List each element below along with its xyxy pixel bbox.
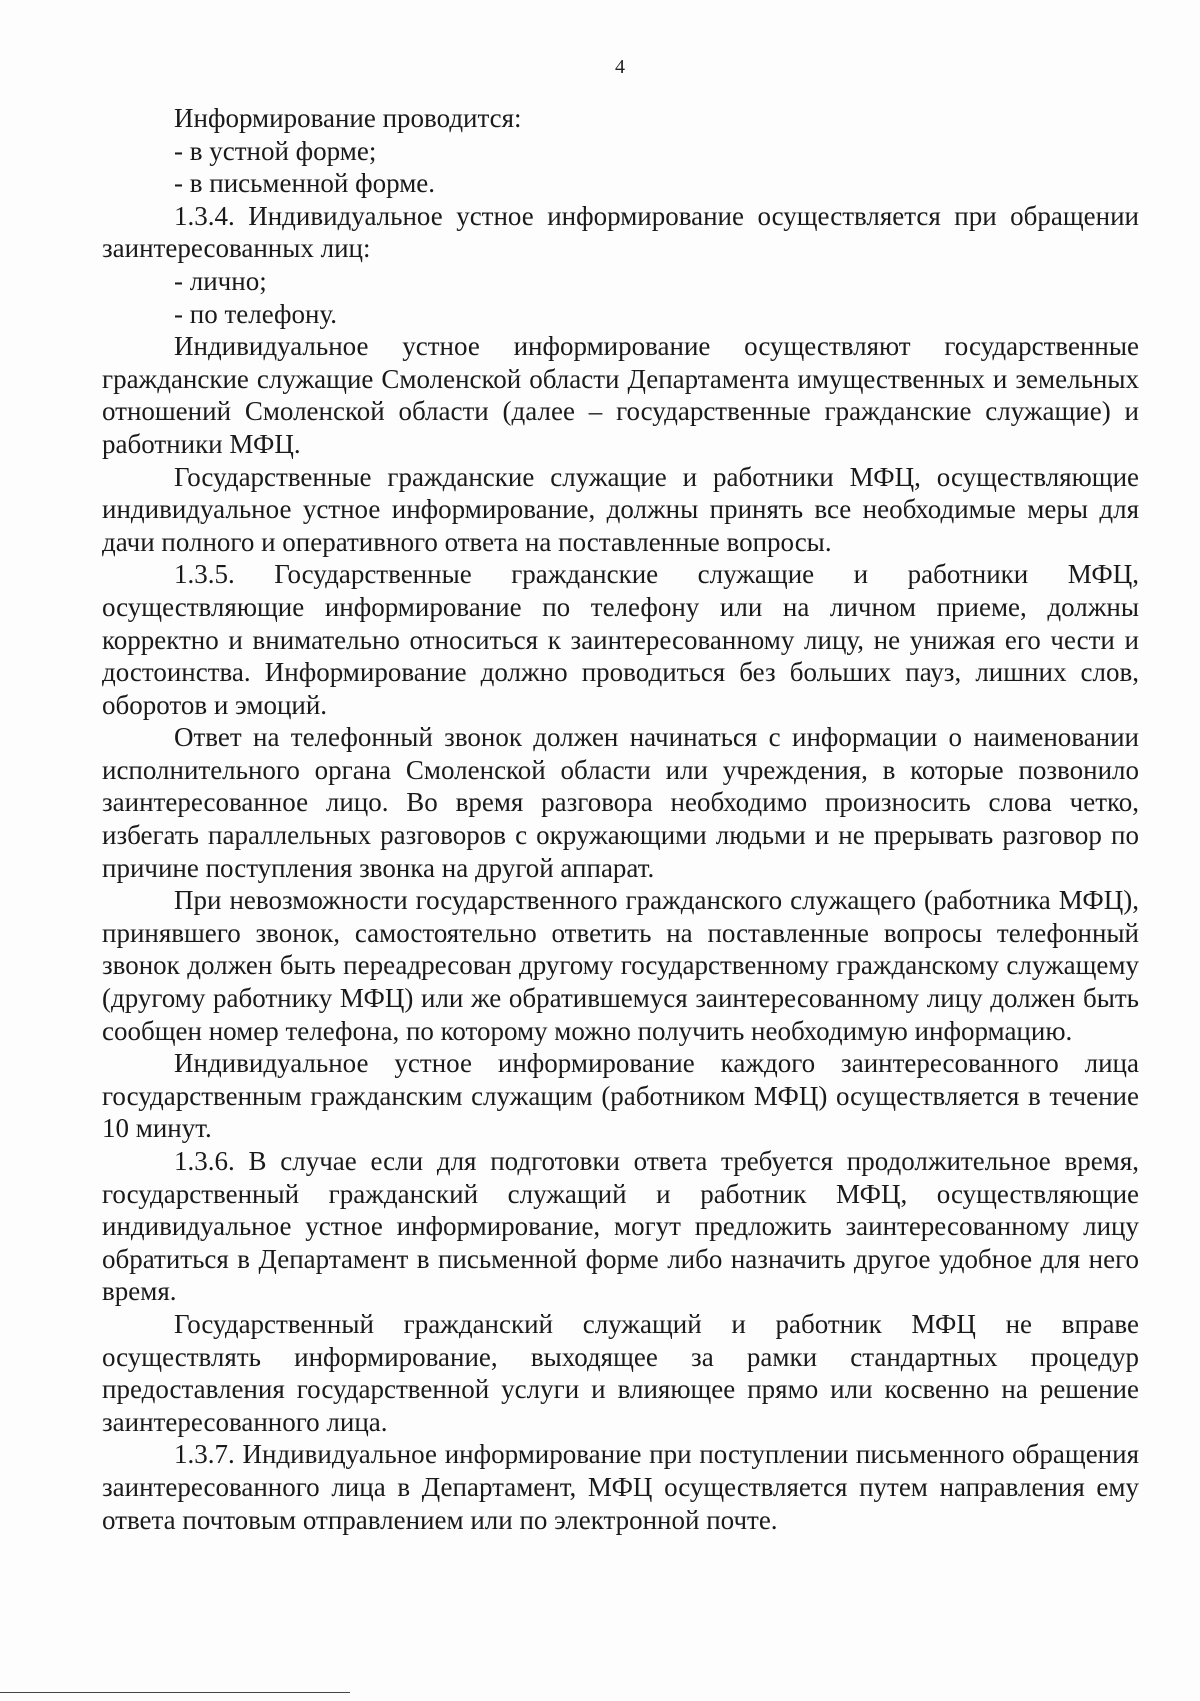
paragraph: Ответ на телефонный звонок должен начинаться с информации о наименовании исполнительного органа Смоленской области или учреждения, в которые позвонило заинтересованное лицо. Во время разговора необходимо произносить слова четко, избегать параллельных разговоров с окружающими людьми и не прерывать разговор по причине поступления звонка на другой аппарат.	[102, 722, 1139, 883]
list-item: - лично;	[174, 265, 267, 296]
paragraph: 1.3.4. Индивидуальное устное информирование осуществляется при обращении заинтересованных лиц:	[102, 200, 1139, 264]
footer-divider	[0, 1692, 350, 1693]
paragraph: 1.3.7. Индивидуальное информирование при поступлении письменного обращения заинтересованного лица в Департамент, МФЦ осуществляется путем направления ему ответа почтовым отправлением или по электронной почте.	[102, 1439, 1139, 1535]
paragraph: 1.3.5. Государственные гражданские служащие и работники МФЦ, осуществляющие информирование по телефону или на личном приеме, должны корректно и внимательно относиться к заинтересованному лицу, не унижая его чести и достоинства. Информирование должно проводиться без больших пауз, лишних слов, оборотов и эмоций.	[102, 559, 1139, 720]
paragraph: При невозможности государственного гражданского служащего (работника МФЦ), принявшего звонок, самостоятельно ответить на поставленные вопросы телефонный звонок должен быть переадресован другому государственному гражданскому служащему (другому работнику МФЦ) или же обратившемуся заинтересованному лицу должен быть сообщен номер телефона, по которому можно получить необходимую информацию.	[102, 885, 1139, 1046]
list-item: - по телефону.	[174, 298, 338, 329]
paragraph: Индивидуальное устное информирование осуществляют государственные гражданские служащие Смоленской области Департамента имущественных и земельных отношений Смоленской области (далее – государственные гражданские служащие) и работники МФЦ.	[102, 331, 1139, 459]
paragraph: 1.3.6. В случае если для подготовки ответа требуется продолжительное время, государственный гражданский служащий и работник МФЦ, осуществляющие индивидуальное устное информирование, могут предложить заинтересованному лицу обратиться в Департамент в письменной форме либо назначить другое удобное для него время.	[102, 1146, 1139, 1307]
document-body	[102, 102, 1139, 1536]
paragraph: Государственные гражданские служащие и работники МФЦ, осуществляющие индивидуальное устное информирование, должны принять все необходимые меры для дачи полного и оперативного ответа на поставленные вопросы.	[102, 461, 1139, 557]
list-item: - в устной форме;	[174, 135, 377, 166]
paragraph: Государственный гражданский служащий и работник МФЦ не вправе осуществлять информирование, выходящее за рамки стандартных процедур предоставления государственной услуги и влияющее прямо или косвенно на решение заинтересованного лица.	[102, 1308, 1139, 1437]
paragraph: Индивидуальное устное информирование каждого заинтересованного лица государственным гражданским служащим (работником МФЦ) осуществляется в течение 10 минут.	[102, 1048, 1139, 1144]
paragraph: Информирование проводится:	[174, 103, 522, 133]
page-number: 4	[615, 56, 625, 78]
list-item: - в письменной форме.	[174, 168, 436, 199]
